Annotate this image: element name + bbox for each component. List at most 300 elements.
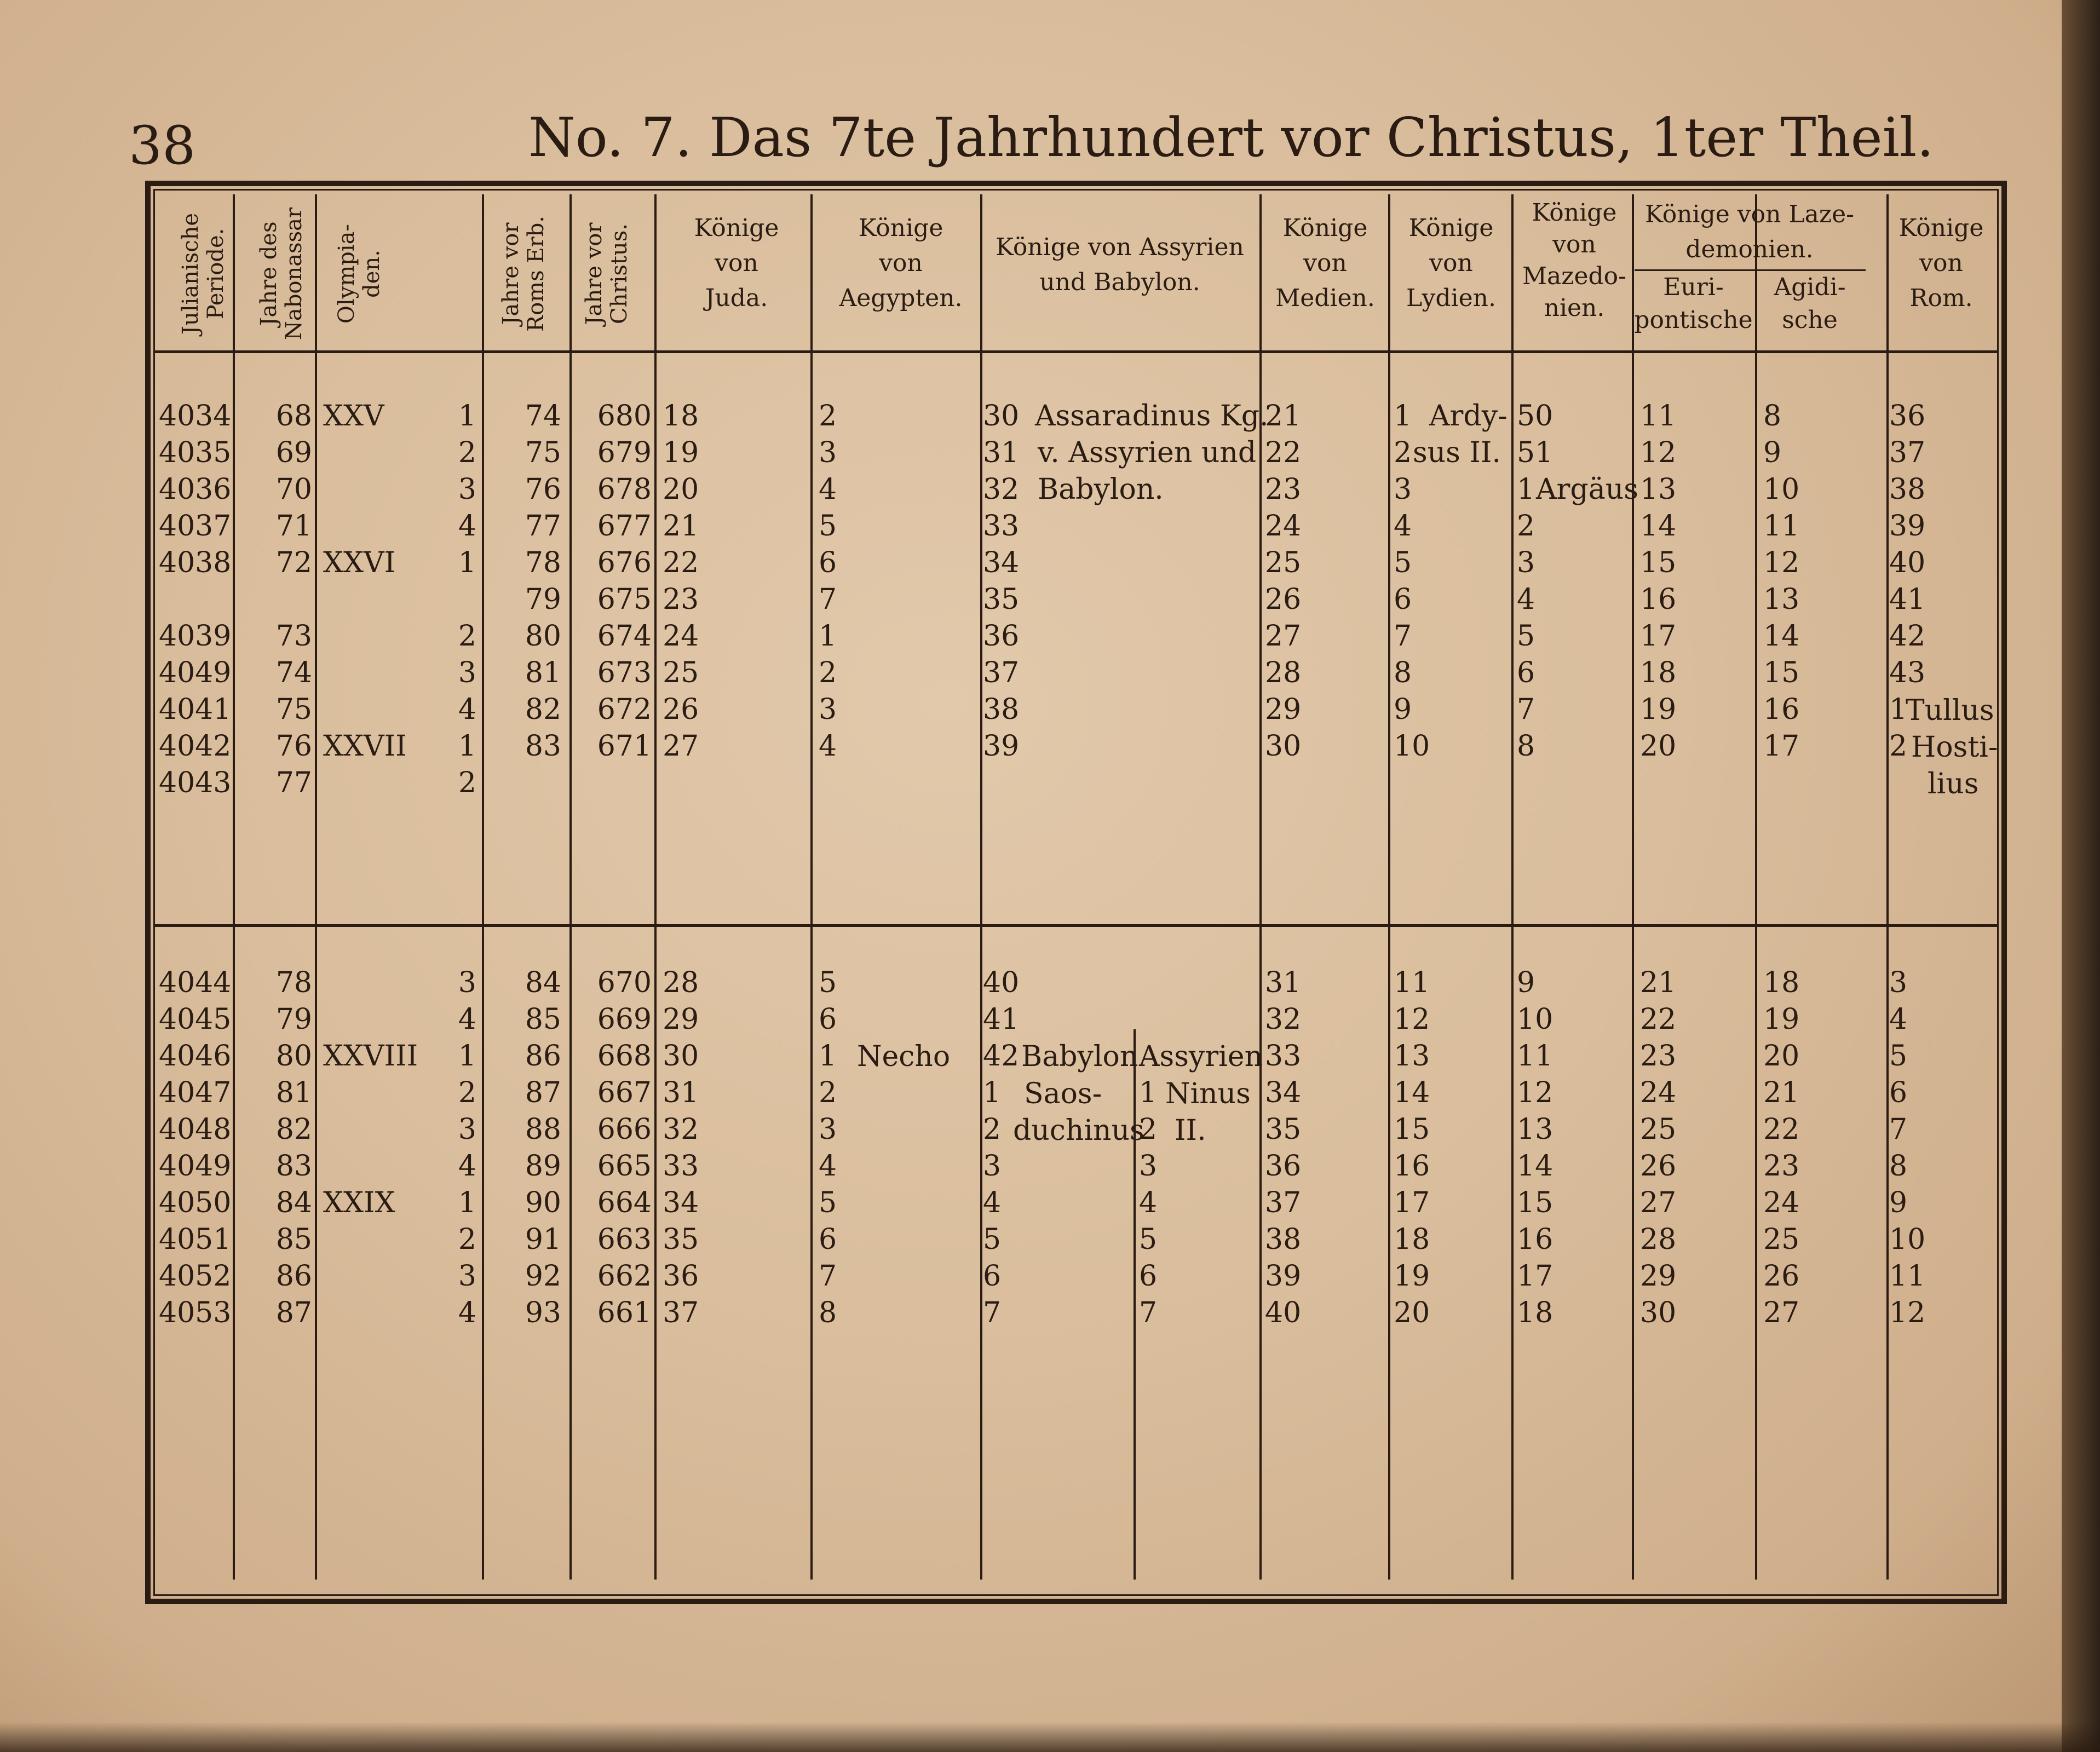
cell-juda: 31 xyxy=(663,1076,699,1109)
cell-julian: 4048 xyxy=(159,1113,232,1146)
column-line xyxy=(315,194,317,1580)
cell-lydien: 1 xyxy=(1394,400,1412,433)
cell-assyrien: 35 xyxy=(983,583,1020,616)
rome-king-note: Tullus xyxy=(1906,694,1994,727)
saosduchinus-note-2: duchinus xyxy=(1013,1114,1144,1147)
cell-aegypten: 1 xyxy=(819,620,837,653)
rome-king-note-2: Hosti- xyxy=(1911,731,1998,764)
assyria-king-note: Assaradinus Kg. xyxy=(1035,400,1269,433)
cell-juda: 29 xyxy=(663,1003,699,1036)
cell-julian: 4042 xyxy=(159,730,232,763)
cell-medien: 26 xyxy=(1265,583,1302,616)
cell-nabonassar: 70 xyxy=(275,473,312,506)
cell-aegypten: 2 xyxy=(819,400,837,433)
cell-olympiad: XXVIII xyxy=(323,1040,418,1073)
cell-aegypten: 3 xyxy=(819,693,837,726)
cell-agidische: 20 xyxy=(1763,1040,1800,1073)
cell-christus-year: 663 xyxy=(597,1223,652,1256)
cell-babylon: 5 xyxy=(983,1223,1002,1256)
cell-medien: 23 xyxy=(1265,473,1302,506)
cell-rom-year: 76 xyxy=(525,473,561,506)
cell-mazedonien: 11 xyxy=(1517,1040,1554,1073)
cell-julian: 4035 xyxy=(159,436,232,469)
cell-mazedonien: 10 xyxy=(1517,1003,1554,1036)
lydia-king-note: Ardy- xyxy=(1429,400,1508,433)
cell-christus-year: 678 xyxy=(597,473,652,506)
cell-aegypten: 4 xyxy=(819,1150,837,1183)
cell-euripontische: 20 xyxy=(1640,730,1677,763)
page-title: No. 7. Das 7te Jahrhundert vor Christus, 1ter Theil. xyxy=(528,107,1934,169)
header-euripontische: Euri- pontische xyxy=(1634,273,1753,334)
cell-juda: 35 xyxy=(663,1223,699,1256)
cell-mazedonien: 7 xyxy=(1517,693,1535,726)
cell-euripontische: 24 xyxy=(1640,1076,1677,1109)
cell-medien: 28 xyxy=(1265,656,1302,689)
cell-rom-year: 75 xyxy=(525,436,561,469)
header-assyrien: Könige von Assyrien und Babylon. xyxy=(996,233,1244,296)
cell-juda: 32 xyxy=(663,1113,699,1146)
header-juda: Könige von Juda. xyxy=(694,214,779,312)
cell-juda: 19 xyxy=(663,436,699,469)
cell-olympiad-year: 2 xyxy=(458,766,476,799)
cell-juda: 37 xyxy=(663,1296,699,1329)
cell-rom-year: 93 xyxy=(525,1296,561,1329)
cell-assyrien: 38 xyxy=(983,693,1020,726)
babylon-assyria-split-line xyxy=(1134,1029,1136,1580)
cell-christus-year: 680 xyxy=(597,400,652,433)
cell-rom-king: 38 xyxy=(1889,473,1926,506)
cell-mazedonien: 51 xyxy=(1517,436,1554,469)
cell-mazedonien: 13 xyxy=(1517,1113,1554,1146)
cell-christus-year: 665 xyxy=(597,1150,652,1183)
header-divider xyxy=(153,350,1999,353)
cell-agidische: 14 xyxy=(1763,620,1800,653)
cell-julian: 4041 xyxy=(159,693,232,726)
cell-assyrien: 33 xyxy=(983,510,1020,543)
cell-rom-king: 43 xyxy=(1889,656,1926,689)
cell-assyrien-king: 6 xyxy=(1139,1260,1158,1293)
cell-christus-year: 679 xyxy=(597,436,652,469)
cell-juda: 24 xyxy=(663,620,699,653)
cell-aegypten: 5 xyxy=(819,966,837,999)
cell-lydien: 4 xyxy=(1394,510,1412,543)
cell-lydien: 17 xyxy=(1394,1186,1430,1219)
header-rom-koenige: Könige von Rom. xyxy=(1898,214,1984,312)
cell-agidische: 17 xyxy=(1763,730,1800,763)
cell-lydien: 13 xyxy=(1394,1040,1430,1073)
cell-rom-king: 11 xyxy=(1889,1260,1926,1293)
cell-aegypten: 1 xyxy=(819,1040,837,1073)
cell-medien: 27 xyxy=(1265,620,1302,653)
cell-lydien: 3 xyxy=(1394,473,1412,506)
cell-rom-king: 1 xyxy=(1889,693,1908,726)
header-lazedemonien: Könige von Laze- demonien. xyxy=(1645,200,1854,263)
cell-christus-year: 669 xyxy=(597,1003,652,1036)
cell-mazedonien: 6 xyxy=(1517,656,1535,689)
cell-assyrien: 32 xyxy=(983,473,1020,506)
cell-nabonassar: 76 xyxy=(275,730,312,763)
cell-mazedonien: 12 xyxy=(1517,1076,1554,1109)
cell-aegypten: 6 xyxy=(819,1003,837,1036)
column-line xyxy=(233,194,235,1580)
column-line xyxy=(980,194,982,1580)
cell-medien: 33 xyxy=(1265,1040,1302,1073)
cell-assyrien: 36 xyxy=(983,620,1020,653)
cell-mazedonien: 16 xyxy=(1517,1223,1554,1256)
cell-julian: 4052 xyxy=(159,1260,232,1293)
cell-mazedonien: 4 xyxy=(1517,583,1535,616)
cell-lydien: 18 xyxy=(1394,1223,1430,1256)
cell-agidische: 8 xyxy=(1763,400,1782,433)
cell-nabonassar: 73 xyxy=(275,620,312,653)
cell-medien: 25 xyxy=(1265,546,1302,579)
cell-olympiad: XXIX xyxy=(323,1186,395,1219)
cell-assyrien-king: 1 xyxy=(1139,1076,1158,1109)
cell-agidische: 23 xyxy=(1763,1150,1800,1183)
cell-assyrien-king: 3 xyxy=(1139,1150,1158,1183)
cell-olympiad-year: 1 xyxy=(458,546,476,579)
cell-babylon: 40 xyxy=(983,966,1020,999)
cell-nabonassar: 69 xyxy=(275,436,312,469)
section-divider xyxy=(153,924,1999,927)
cell-rom-year: 80 xyxy=(525,620,561,653)
cell-medien: 31 xyxy=(1265,966,1302,999)
cell-agidische: 22 xyxy=(1763,1113,1800,1146)
cell-aegypten: 3 xyxy=(819,436,837,469)
cell-rom-king: 37 xyxy=(1889,436,1926,469)
cell-juda: 34 xyxy=(663,1186,699,1219)
cell-rom-year: 85 xyxy=(525,1003,561,1036)
cell-julian: 4051 xyxy=(159,1223,232,1256)
cell-lydien: 8 xyxy=(1394,656,1412,689)
cell-nabonassar: 78 xyxy=(275,966,312,999)
cell-nabonassar: 87 xyxy=(275,1296,312,1329)
cell-juda: 28 xyxy=(663,966,699,999)
cell-assyrien-king: 7 xyxy=(1139,1296,1158,1329)
header-julian: Julianische Periode. xyxy=(178,212,228,335)
cell-euripontische: 17 xyxy=(1640,620,1677,653)
cell-lydien: 19 xyxy=(1394,1260,1430,1293)
cell-agidische: 25 xyxy=(1763,1223,1800,1256)
cell-julian: 4045 xyxy=(159,1003,232,1036)
page-edge-shadow xyxy=(0,1722,2100,1752)
babylon-label: Babylon xyxy=(1021,1040,1138,1073)
cell-julian: 4034 xyxy=(159,400,232,433)
cell-julian: 4047 xyxy=(159,1076,232,1109)
cell-assyrien-king: 2 xyxy=(1139,1113,1158,1146)
macedonia-king-note: Argäus xyxy=(1536,473,1638,506)
cell-mazedonien: 1 xyxy=(1517,473,1535,506)
cell-lydien: 16 xyxy=(1394,1150,1430,1183)
saosduchinus-note-1: Saos- xyxy=(1024,1077,1102,1110)
column-line xyxy=(482,194,484,1580)
book-spine xyxy=(2062,0,2100,1752)
cell-christus-year: 673 xyxy=(597,656,652,689)
cell-medien: 29 xyxy=(1265,693,1302,726)
egypt-king-note: Necho xyxy=(857,1040,951,1073)
cell-medien: 37 xyxy=(1265,1186,1302,1219)
cell-agidische: 10 xyxy=(1763,473,1800,506)
cell-babylon: 2 xyxy=(983,1113,1002,1146)
cell-agidische: 13 xyxy=(1763,583,1800,616)
cell-euripontische: 27 xyxy=(1640,1186,1677,1219)
cell-christus-year: 667 xyxy=(597,1076,652,1109)
header-rom-years: Jahre vor Roms Erb. xyxy=(498,216,549,332)
cell-olympiad-year: 2 xyxy=(458,620,476,653)
cell-aegypten: 2 xyxy=(819,1076,837,1109)
cell-euripontische: 28 xyxy=(1640,1223,1677,1256)
cell-mazedonien: 5 xyxy=(1517,620,1535,653)
cell-rom-year: 83 xyxy=(525,730,561,763)
cell-rom-year: 77 xyxy=(525,510,561,543)
cell-rom-king: 3 xyxy=(1889,966,1908,999)
header-nabonassar: Jahre des Nabonassar xyxy=(256,207,307,341)
cell-agidische: 19 xyxy=(1763,1003,1800,1036)
cell-juda: 20 xyxy=(663,473,699,506)
cell-rom-year: 78 xyxy=(525,546,561,579)
cell-euripontische: 29 xyxy=(1640,1260,1677,1293)
header-christus: Jahre vor Christus. xyxy=(582,222,632,325)
cell-agidische: 18 xyxy=(1763,966,1800,999)
cell-lydien: 6 xyxy=(1394,583,1412,616)
cell-julian: 4038 xyxy=(159,546,232,579)
cell-olympiad-year: 4 xyxy=(458,1296,476,1329)
cell-olympiad: XXV xyxy=(323,400,384,433)
header-aegypten: Könige von Aegypten. xyxy=(839,214,963,312)
cell-olympiad-year: 1 xyxy=(458,1040,476,1073)
cell-nabonassar: 79 xyxy=(275,1003,312,1036)
cell-olympiad-year: 2 xyxy=(458,1076,476,1109)
cell-nabonassar: 85 xyxy=(275,1223,312,1256)
cell-olympiad-year: 3 xyxy=(458,1113,476,1146)
cell-olympiad: XXVI xyxy=(323,546,396,579)
cell-aegypten: 4 xyxy=(819,473,837,506)
column-line xyxy=(1388,194,1390,1580)
cell-christus-year: 670 xyxy=(597,966,652,999)
cell-olympiad-year: 1 xyxy=(458,400,476,433)
cell-medien: 21 xyxy=(1265,400,1302,433)
cell-rom-king: 2 xyxy=(1889,730,1908,763)
cell-babylon: 7 xyxy=(983,1296,1002,1329)
cell-julian: 4039 xyxy=(159,620,232,653)
lydia-king-note-2: sus II. xyxy=(1413,436,1501,469)
cell-rom-year: 74 xyxy=(525,400,561,433)
cell-rom-year: 91 xyxy=(525,1223,561,1256)
cell-mazedonien: 3 xyxy=(1517,546,1535,579)
cell-rom-king: 12 xyxy=(1889,1296,1926,1329)
cell-aegypten: 4 xyxy=(819,730,837,763)
cell-olympiad-year: 3 xyxy=(458,966,476,999)
cell-euripontische: 25 xyxy=(1640,1113,1677,1146)
cell-rom-king: 5 xyxy=(1889,1040,1908,1073)
cell-julian: 4049 xyxy=(159,656,232,689)
column-line xyxy=(654,194,657,1580)
cell-euripontische: 13 xyxy=(1640,473,1677,506)
cell-olympiad-year: 4 xyxy=(458,510,476,543)
cell-rom-king: 36 xyxy=(1889,400,1926,433)
column-line xyxy=(1755,194,1757,1580)
cell-agidische: 12 xyxy=(1763,546,1800,579)
cell-lydien: 20 xyxy=(1394,1296,1430,1329)
cell-euripontische: 11 xyxy=(1640,400,1677,433)
cell-agidische: 15 xyxy=(1763,656,1800,689)
cell-mazedonien: 9 xyxy=(1517,966,1535,999)
cell-rom-king: 9 xyxy=(1889,1186,1908,1219)
cell-olympiad: XXVII xyxy=(323,730,407,763)
cell-julian: 4049 xyxy=(159,1150,232,1183)
cell-agidische: 11 xyxy=(1763,510,1800,543)
cell-agidische: 26 xyxy=(1763,1260,1800,1293)
cell-nabonassar: 81 xyxy=(275,1076,312,1109)
cell-juda: 22 xyxy=(663,546,699,579)
cell-rom-king: 40 xyxy=(1889,546,1926,579)
cell-euripontische: 21 xyxy=(1640,966,1677,999)
cell-christus-year: 672 xyxy=(597,693,652,726)
cell-nabonassar: 77 xyxy=(275,766,312,799)
cell-juda: 26 xyxy=(663,693,699,726)
cell-olympiad-year: 3 xyxy=(458,656,476,689)
cell-aegypten: 5 xyxy=(819,510,837,543)
cell-nabonassar: 74 xyxy=(275,656,312,689)
cell-mazedonien: 15 xyxy=(1517,1186,1554,1219)
cell-medien: 39 xyxy=(1265,1260,1302,1293)
header-mazedonien: Könige von Mazedo- nien. xyxy=(1522,199,1627,322)
cell-julian: 4043 xyxy=(159,766,232,799)
cell-assyrien: 31 xyxy=(983,436,1020,469)
column-line xyxy=(1511,194,1514,1580)
cell-euripontische: 14 xyxy=(1640,510,1677,543)
cell-julian: 4036 xyxy=(159,473,232,506)
cell-christus-year: 671 xyxy=(597,730,652,763)
cell-olympiad-year: 1 xyxy=(458,1186,476,1219)
header-olympiaden: Olympia- den. xyxy=(334,224,384,324)
cell-agidische: 21 xyxy=(1763,1076,1800,1109)
cell-aegypten: 6 xyxy=(819,1223,837,1256)
cell-juda: 18 xyxy=(663,400,699,433)
cell-mazedonien: 18 xyxy=(1517,1296,1554,1329)
cell-babylon: 6 xyxy=(983,1260,1002,1293)
header-agidische: Agidi- sche xyxy=(1774,273,1846,334)
cell-julian: 4046 xyxy=(159,1040,232,1073)
cell-olympiad-year: 3 xyxy=(458,473,476,506)
cell-babylon: 1 xyxy=(983,1076,1002,1109)
cell-nabonassar: 68 xyxy=(275,400,312,433)
ninus-note-2: II. xyxy=(1175,1114,1206,1147)
cell-medien: 24 xyxy=(1265,510,1302,543)
cell-olympiad-year: 4 xyxy=(458,1003,476,1036)
cell-christus-year: 668 xyxy=(597,1040,652,1073)
cell-olympiad-year: 4 xyxy=(458,1150,476,1183)
cell-rom-year: 92 xyxy=(525,1260,561,1293)
cell-rom-king: 42 xyxy=(1889,620,1926,653)
cell-olympiad-year: 4 xyxy=(458,693,476,726)
cell-euripontische: 23 xyxy=(1640,1040,1677,1073)
cell-lydien: 7 xyxy=(1394,620,1412,653)
page-number: 38 xyxy=(129,115,196,176)
header-medien: Könige von Medien. xyxy=(1275,214,1375,312)
cell-assyrien-king: 5 xyxy=(1139,1223,1158,1256)
header-lydien: Könige von Lydien. xyxy=(1406,214,1496,312)
cell-rom-year: 82 xyxy=(525,693,561,726)
cell-aegypten: 8 xyxy=(819,1296,837,1329)
cell-medien: 34 xyxy=(1265,1076,1302,1109)
cell-nabonassar: 82 xyxy=(275,1113,312,1146)
rome-king-note-3: lius xyxy=(1928,768,1979,800)
cell-medien: 35 xyxy=(1265,1113,1302,1146)
cell-lydien: 14 xyxy=(1394,1076,1430,1109)
column-line xyxy=(1632,194,1634,1580)
cell-mazedonien: 8 xyxy=(1517,730,1535,763)
cell-medien: 38 xyxy=(1265,1223,1302,1256)
cell-christus-year: 675 xyxy=(597,583,652,616)
cell-rom-year: 79 xyxy=(525,583,561,616)
cell-medien: 40 xyxy=(1265,1296,1302,1329)
cell-olympiad-year: 2 xyxy=(458,1223,476,1256)
cell-assyrien: 37 xyxy=(983,656,1020,689)
cell-olympiad-year: 2 xyxy=(458,436,476,469)
cell-euripontische: 16 xyxy=(1640,583,1677,616)
cell-aegypten: 5 xyxy=(819,1186,837,1219)
cell-assyrien: 34 xyxy=(983,546,1020,579)
cell-euripontische: 30 xyxy=(1640,1296,1677,1329)
cell-mazedonien: 17 xyxy=(1517,1260,1554,1293)
cell-julian: 4053 xyxy=(159,1296,232,1329)
cell-agidische: 24 xyxy=(1763,1186,1800,1219)
cell-euripontische: 22 xyxy=(1640,1003,1677,1036)
cell-juda: 30 xyxy=(663,1040,699,1073)
cell-aegypten: 7 xyxy=(819,1260,837,1293)
cell-mazedonien: 50 xyxy=(1517,400,1554,433)
cell-euripontische: 18 xyxy=(1640,656,1677,689)
cell-mazedonien: 2 xyxy=(1517,510,1535,543)
cell-rom-year: 89 xyxy=(525,1150,561,1183)
cell-lydien: 2 xyxy=(1394,436,1412,469)
cell-christus-year: 677 xyxy=(597,510,652,543)
cell-aegypten: 6 xyxy=(819,546,837,579)
ninus-note-1: Ninus xyxy=(1165,1077,1251,1110)
cell-rom-year: 87 xyxy=(525,1076,561,1109)
cell-julian: 4050 xyxy=(159,1186,232,1219)
cell-euripontische: 19 xyxy=(1640,693,1677,726)
cell-rom-king: 7 xyxy=(1889,1113,1908,1146)
cell-agidische: 16 xyxy=(1763,693,1800,726)
cell-juda: 27 xyxy=(663,730,699,763)
cell-rom-king: 8 xyxy=(1889,1150,1908,1183)
cell-rom-year: 86 xyxy=(525,1040,561,1073)
cell-juda: 23 xyxy=(663,583,699,616)
cell-juda: 21 xyxy=(663,510,699,543)
cell-lydien: 12 xyxy=(1394,1003,1430,1036)
cell-assyrien-king: 4 xyxy=(1139,1186,1158,1219)
cell-lydien: 11 xyxy=(1394,966,1430,999)
cell-rom-year: 88 xyxy=(525,1113,561,1146)
cell-olympiad-year: 1 xyxy=(458,730,476,763)
cell-nabonassar: 83 xyxy=(275,1150,312,1183)
cell-christus-year: 676 xyxy=(597,546,652,579)
cell-christus-year: 662 xyxy=(597,1260,652,1293)
cell-nabonassar: 71 xyxy=(275,510,312,543)
cell-assyrien: 30 xyxy=(983,400,1020,433)
cell-rom-year: 84 xyxy=(525,966,561,999)
cell-juda: 25 xyxy=(663,656,699,689)
cell-rom-year: 90 xyxy=(525,1186,561,1219)
cell-lydien: 10 xyxy=(1394,730,1430,763)
cell-agidische: 9 xyxy=(1763,436,1782,469)
cell-rom-king: 10 xyxy=(1889,1223,1926,1256)
cell-assyrien: 39 xyxy=(983,730,1020,763)
cell-rom-king: 39 xyxy=(1889,510,1926,543)
cell-aegypten: 3 xyxy=(819,1113,837,1146)
